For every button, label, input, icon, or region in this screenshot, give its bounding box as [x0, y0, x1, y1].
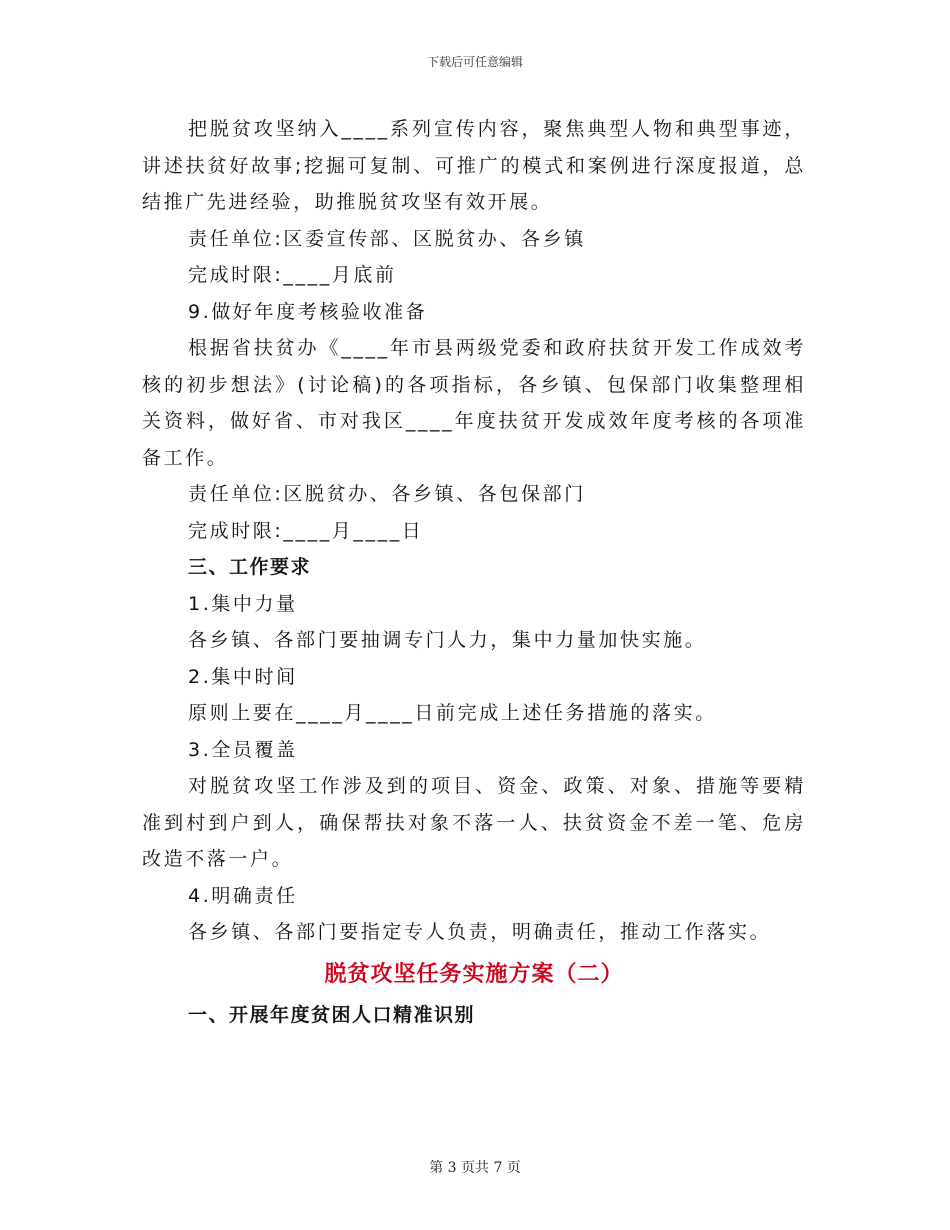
- item-heading-9: 9.做好年度考核验收准备: [188, 300, 428, 323]
- subheading-full-coverage: 3.全员覆盖: [188, 738, 298, 761]
- paragraph-full-coverage: 对脱贫攻坚工作涉及到的项目、资金、政策、对象、措施等要精准到村到户到人，确保帮扶对象不落一人、扶贫资金不差一笔、危房改造不落一户。: [142, 775, 806, 870]
- subheading-concentrate-time: 2.集中时间: [188, 665, 298, 688]
- deadline-line: 完成时限:____月底前: [188, 264, 397, 286]
- document-title: 脱贫攻坚任务实施方案（二）: [324, 961, 624, 987]
- paragraph-concentrate-time: 原则上要在____月____日前完成上述任务措施的落实。: [188, 702, 717, 724]
- responsible-unit-line: 责任单位:区脱贫办、各乡镇、各包保部门: [188, 483, 586, 505]
- paragraph-publicity: 把脱贫攻坚纳入____系列宣传内容，聚焦典型人物和典型事迹，讲述扶贫好故事;挖掘可复制、可推广的模式和案例进行深度报道，总结推广先进经验，助推脱贫攻坚有效开展。: [142, 118, 806, 213]
- deadline-line: 完成时限:____月____日: [188, 519, 424, 542]
- paragraph-clarify-responsibility: 各乡镇、各部门要指定专人负责，明确责任，推动工作落实。: [188, 921, 772, 943]
- paragraph-assessment: 根据省扶贫办《____年市县两级党委和政府扶贫开发工作成效考核的初步想法》(讨论稿)的各项指标，各乡镇、包保部门收集整理相关资料，做好省、市对我区____年度扶贫开发成效年度考核的各项准备工作。: [142, 337, 806, 469]
- section-heading-identification: 一、开展年度贫困人口精准识别: [188, 1003, 476, 1026]
- document-body: [142, 111, 806, 1033]
- page-header: 下载后可任意编辑: [426, 55, 523, 69]
- page-footer: 第 3 页共 7 页: [429, 1160, 521, 1176]
- section-heading-requirements: 三、工作要求: [188, 556, 312, 578]
- paragraph-concentrate-force: 各乡镇、各部门要抽调专门人力，集中力量加快实施。: [188, 629, 707, 651]
- subheading-concentrate-force: 1.集中力量: [188, 592, 298, 615]
- subheading-clarify-responsibility: 4.明确责任: [188, 884, 298, 907]
- responsible-unit-line: 责任单位:区委宣传部、区脱贫办、各乡镇: [188, 227, 586, 250]
